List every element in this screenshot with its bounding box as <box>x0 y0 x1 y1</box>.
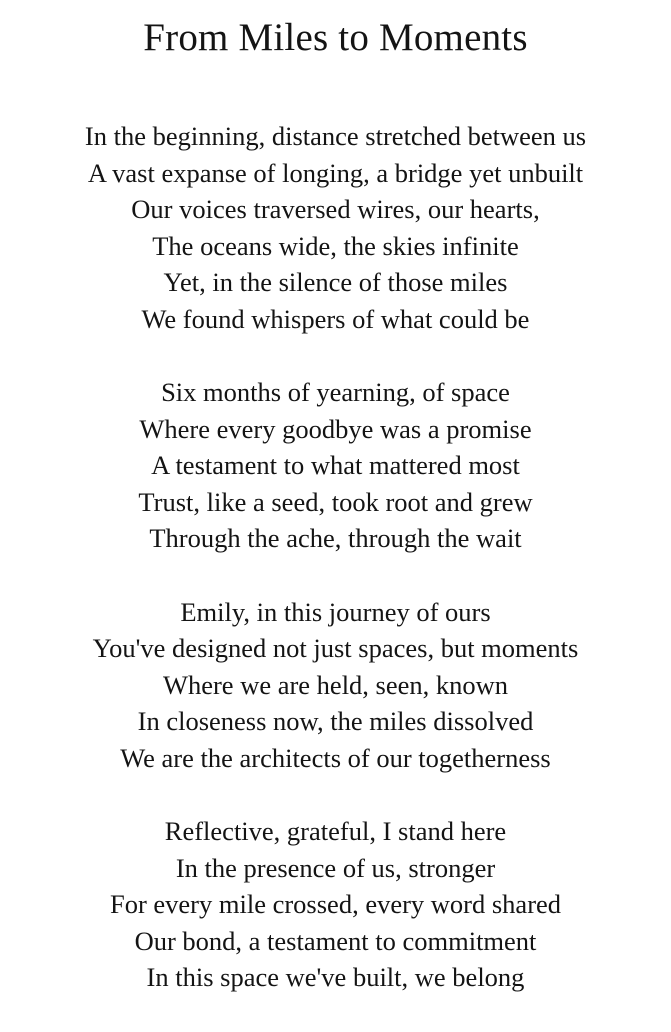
stanza-2 <box>0 374 671 557</box>
poem-line: Where we are held, seen, known <box>162 669 509 700</box>
stanza-1 <box>0 118 671 338</box>
poem-line: Trust, like a seed, took root and grew <box>138 486 533 517</box>
poem-line: In this space we've built, we belong <box>146 962 525 993</box>
poem-line: Where every goodbye was a promise <box>139 413 532 444</box>
stanza-4 <box>0 813 671 996</box>
poem-line: Through the ache, through the wait <box>149 523 522 554</box>
poem-line: In closeness now, the miles dissolved <box>137 706 534 737</box>
poem-line: We are the architects of our togetherness <box>120 742 551 773</box>
stanza-3 <box>0 594 671 777</box>
poem-line: We found whispers of what could be <box>141 303 530 334</box>
poem-line: A vast expanse of longing, a bridge yet unbuilt <box>87 157 584 188</box>
poem-line: Emily, in this journey of ours <box>180 596 491 627</box>
poem-title: From Miles to Moments <box>143 16 528 59</box>
poem-body <box>0 118 671 1032</box>
poem-line: For every mile crossed, every word shared <box>109 889 562 920</box>
poem-line: Our voices traversed wires, our hearts, <box>131 194 540 225</box>
poem-line: A testament to what mattered most <box>151 450 520 481</box>
poem-line: Reflective, grateful, I stand here <box>164 816 507 846</box>
poem-line: Six months of yearning, of space <box>161 377 510 408</box>
poem-line: In the beginning, distance stretched between us <box>84 121 587 151</box>
poem-line: Yet, in the silence of those miles <box>163 267 508 298</box>
poem-line: In the presence of us, stronger <box>175 852 496 883</box>
poem-line: Our bond, a testament to commitment <box>134 925 537 956</box>
poem-line: The oceans wide, the skies infinite <box>152 230 519 261</box>
poem-line: You've designed not just spaces, but moments <box>92 633 579 664</box>
